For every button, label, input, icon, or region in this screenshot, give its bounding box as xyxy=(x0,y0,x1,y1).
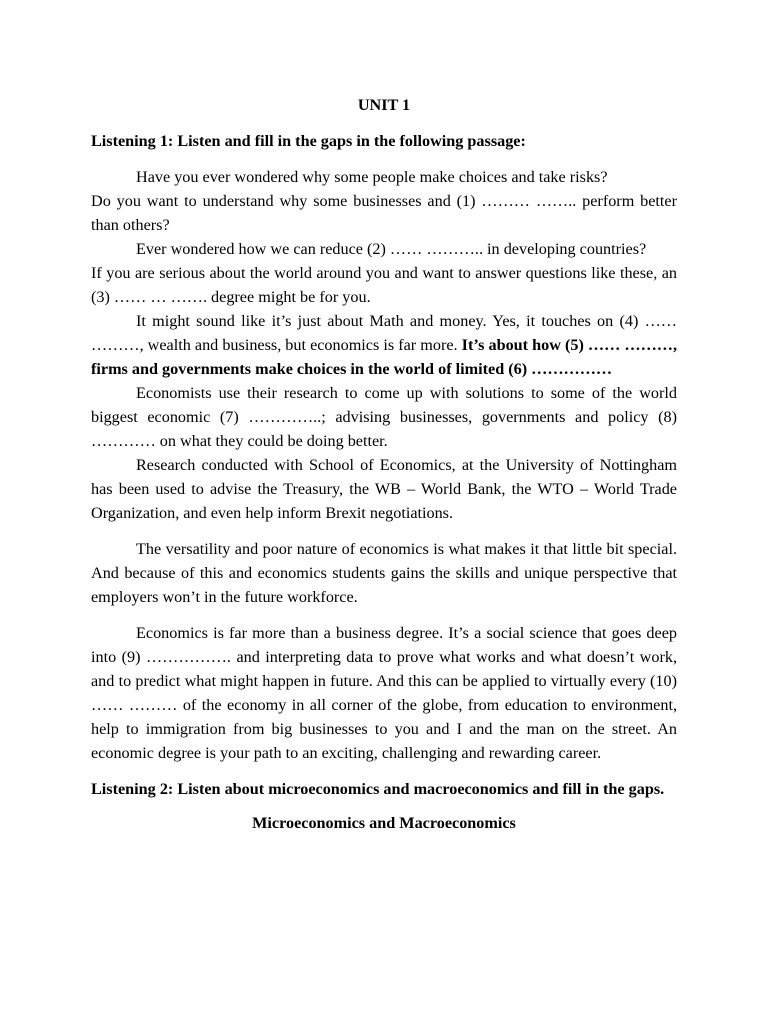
paragraph-5-bold-text: It’s about how (5) …… ………, firms and governments make choices in the world of limited (6) …………… xyxy=(91,336,677,378)
paragraph-7: Research conducted with School of Economics, at the University of Nottingham has been used to advise the Treasury, the WB – World Bank, the WTO – World Trade Organization, and even help inform Brexit negotiations. xyxy=(91,456,677,522)
unit-title: UNIT 1 xyxy=(357,96,411,114)
listening2-subtitle: Microeconomics and Macroeconomics xyxy=(252,814,516,832)
paragraph-1: Have you ever wondered why some people make choices and take risks? xyxy=(136,168,608,186)
document-body xyxy=(91,93,677,835)
paragraph-2: Do you want to understand why some businesses and (1) ……… …….. perform better than others? xyxy=(91,192,677,234)
paragraph-5 xyxy=(91,309,677,381)
paragraph-3: Ever wondered how we can reduce (2) …… ……….. in developing countries? xyxy=(136,240,647,258)
paragraph-4: If you are serious about the world around you and want to answer questions like these, an (3) …… … ……. degree might be for you. xyxy=(91,264,677,306)
paragraph-8: The versatility and poor nature of economics is what makes it that little bit special. And because of this and economics students gains the skills and unique perspective that employers won’t in the future workforce. xyxy=(91,540,677,606)
paragraph-9: Economics is far more than a business degree. It’s a social science that goes deep into (9) ……………. and interpreting data to prove what works and what doesn’t work, and to predict what might happen in future. And this can be applied to virtually every (10) …… ……… of the economy in all corner of the globe, from education to environment, help to immigration from big businesses to you and I and the man on the street. An economic degree is your path to an exciting, challenging and rewarding career. xyxy=(91,624,677,762)
listening1-heading: Listening 1: Listen and fill in the gaps in the following passage: xyxy=(91,132,526,150)
paragraph-6: Economists use their research to come up with solutions to some of the world biggest economic (7) …………..; advising businesses, governments and policy (8) ………… on what they could be doing better. xyxy=(91,384,677,450)
listening2-heading: Listening 2: Listen about microeconomics and macroeconomics and fill in the gaps. xyxy=(91,780,665,798)
paragraph-5-text: It might sound like it’s just about Math and money. Yes, it touches on (4) …… ………, wealth and business, but economics is far more. xyxy=(91,312,677,354)
